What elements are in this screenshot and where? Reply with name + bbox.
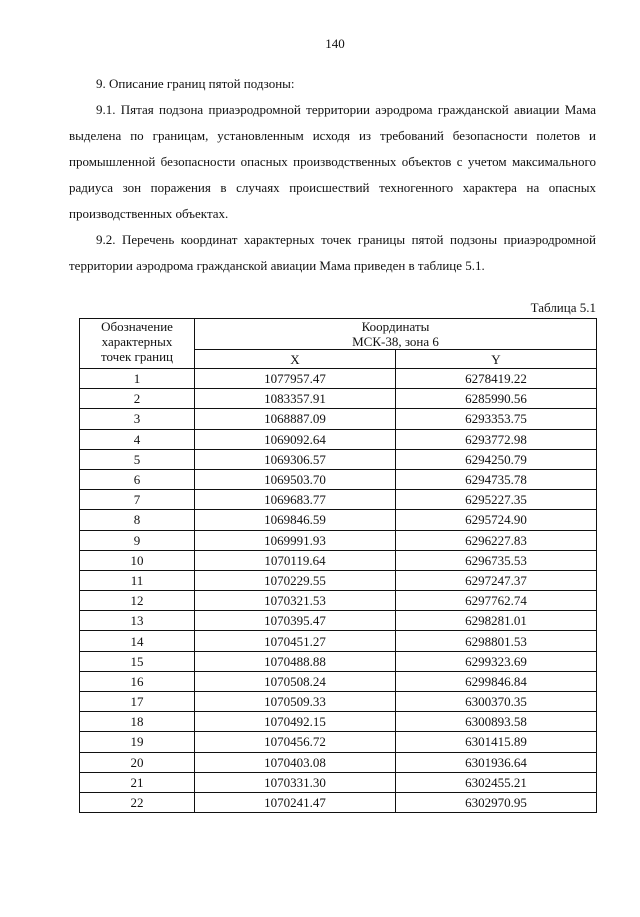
header-coordinates [195,319,597,350]
table-row [80,752,597,772]
y-coordinate-cell: 6301415.89 [396,732,597,752]
point-number-cell: 6 [80,469,195,489]
y-coordinate-cell: 6299323.69 [396,651,597,671]
point-number-cell: 11 [80,570,195,590]
y-coordinate-cell: 6297762.74 [396,591,597,611]
table-row [80,570,597,590]
y-coordinate-cell: 6301936.64 [396,752,597,772]
y-coordinate-cell: 6296735.53 [396,550,597,570]
y-coordinate-cell: 6294735.78 [396,469,597,489]
table-row [80,611,597,631]
x-coordinate-cell: 1070395.47 [195,611,396,631]
y-coordinate-cell: 6302970.95 [396,792,597,812]
point-number-cell: 5 [80,449,195,469]
point-number-cell: 16 [80,671,195,691]
table-row [80,389,597,409]
table-row [80,692,597,712]
header-coordinates-line-1: Координаты [361,319,430,334]
x-coordinate-cell: 1069092.64 [195,429,396,449]
y-coordinate-cell: 6302455.21 [396,772,597,792]
table-row [80,792,597,812]
point-number-cell: 17 [80,692,195,712]
y-coordinate-cell: 6299846.84 [396,671,597,691]
x-coordinate-cell: 1070331.30 [195,772,396,792]
table-body [80,369,597,813]
y-coordinate-cell: 6294250.79 [396,449,597,469]
x-coordinate-cell: 1083357.91 [195,389,396,409]
table-row [80,429,597,449]
table-row [80,772,597,792]
point-number-cell: 8 [80,510,195,530]
x-coordinate-cell: 1070509.33 [195,692,396,712]
x-coordinate-cell: 1069306.57 [195,449,396,469]
y-coordinate-cell: 6293772.98 [396,429,597,449]
x-coordinate-cell: 1069503.70 [195,469,396,489]
point-number-cell: 21 [80,772,195,792]
point-number-cell: 19 [80,732,195,752]
paragraph-9-2: 9.2. Перечень координат характерных точек границы пятой подзоны приаэродромной территории аэродрома гражданской авиации Мама приведен в таблице 5.1. [69,232,596,273]
point-number-cell: 4 [80,429,195,449]
table-row [80,550,597,570]
point-number-cell: 3 [80,409,195,429]
x-coordinate-cell: 1070508.24 [195,671,396,691]
y-coordinate-cell: 6297247.37 [396,570,597,590]
table-row [80,651,597,671]
table-row [80,732,597,752]
point-number-cell: 2 [80,389,195,409]
coordinates-table [79,318,597,813]
y-coordinate-cell: 6300370.35 [396,692,597,712]
x-coordinate-cell: 1070321.53 [195,591,396,611]
x-coordinate-cell: 1070492.15 [195,712,396,732]
table-caption: Таблица 5.1 [530,300,596,315]
section-heading: 9. Описание границ пятой подзоны: [96,76,295,91]
x-coordinate-cell: 1069991.93 [195,530,396,550]
x-coordinate-cell: 1070241.47 [195,792,396,812]
header-y: Y [396,350,597,369]
y-coordinate-cell: 6295227.35 [396,490,597,510]
y-coordinate-cell: 6285990.56 [396,389,597,409]
y-coordinate-cell: 6298281.01 [396,611,597,631]
point-number-cell: 15 [80,651,195,671]
header-coordinates-line-2: МСК-38, зона 6 [352,334,439,349]
table-row [80,712,597,732]
x-coordinate-cell: 1077957.47 [195,369,396,389]
header-point-designation [80,319,195,369]
y-coordinate-cell: 6298801.53 [396,631,597,651]
table-row [80,490,597,510]
header-point-line-3: точек границ [100,349,174,364]
point-number-cell: 20 [80,752,195,772]
x-coordinate-cell: 1070456.72 [195,732,396,752]
table-row [80,469,597,489]
point-number-cell: 14 [80,631,195,651]
table-row [80,671,597,691]
x-coordinate-cell: 1070229.55 [195,570,396,590]
header-x: X [195,350,396,369]
table-row [80,449,597,469]
y-coordinate-cell: 6278419.22 [396,369,597,389]
page-number: 140 [325,36,345,51]
y-coordinate-cell: 6300893.58 [396,712,597,732]
x-coordinate-cell: 1070119.64 [195,550,396,570]
x-coordinate-cell: 1068887.09 [195,409,396,429]
point-number-cell: 10 [80,550,195,570]
table-row [80,369,597,389]
y-coordinate-cell: 6296227.83 [396,530,597,550]
point-number-cell: 12 [80,591,195,611]
point-number-cell: 13 [80,611,195,631]
point-number-cell: 22 [80,792,195,812]
table-row [80,409,597,429]
x-coordinate-cell: 1070451.27 [195,631,396,651]
point-number-cell: 18 [80,712,195,732]
y-coordinate-cell: 6293353.75 [396,409,597,429]
x-coordinate-cell: 1069683.77 [195,490,396,510]
x-coordinate-cell: 1070403.08 [195,752,396,772]
y-coordinate-cell: 6295724.90 [396,510,597,530]
table-row [80,510,597,530]
point-number-cell: 1 [80,369,195,389]
header-point-line-1: Обозначение [101,319,173,334]
point-number-cell: 9 [80,530,195,550]
table-row [80,530,597,550]
point-number-cell: 7 [80,490,195,510]
x-coordinate-cell: 1070488.88 [195,651,396,671]
paragraph-9-1: 9.1. Пятая подзона приаэродромной территории аэродрома гражданской авиации Мама выделена по границам, установленным исходя из требований безопасности полетов и промышленной безопасности опасных производственных объектов с учетом максимального радиуса зон поражения в случаях происшествий техногенного характера на опасных производственных объектах. [69,102,596,221]
table-row [80,631,597,651]
table-row [80,591,597,611]
header-point-line-2: характерных [101,334,173,349]
x-coordinate-cell: 1069846.59 [195,510,396,530]
